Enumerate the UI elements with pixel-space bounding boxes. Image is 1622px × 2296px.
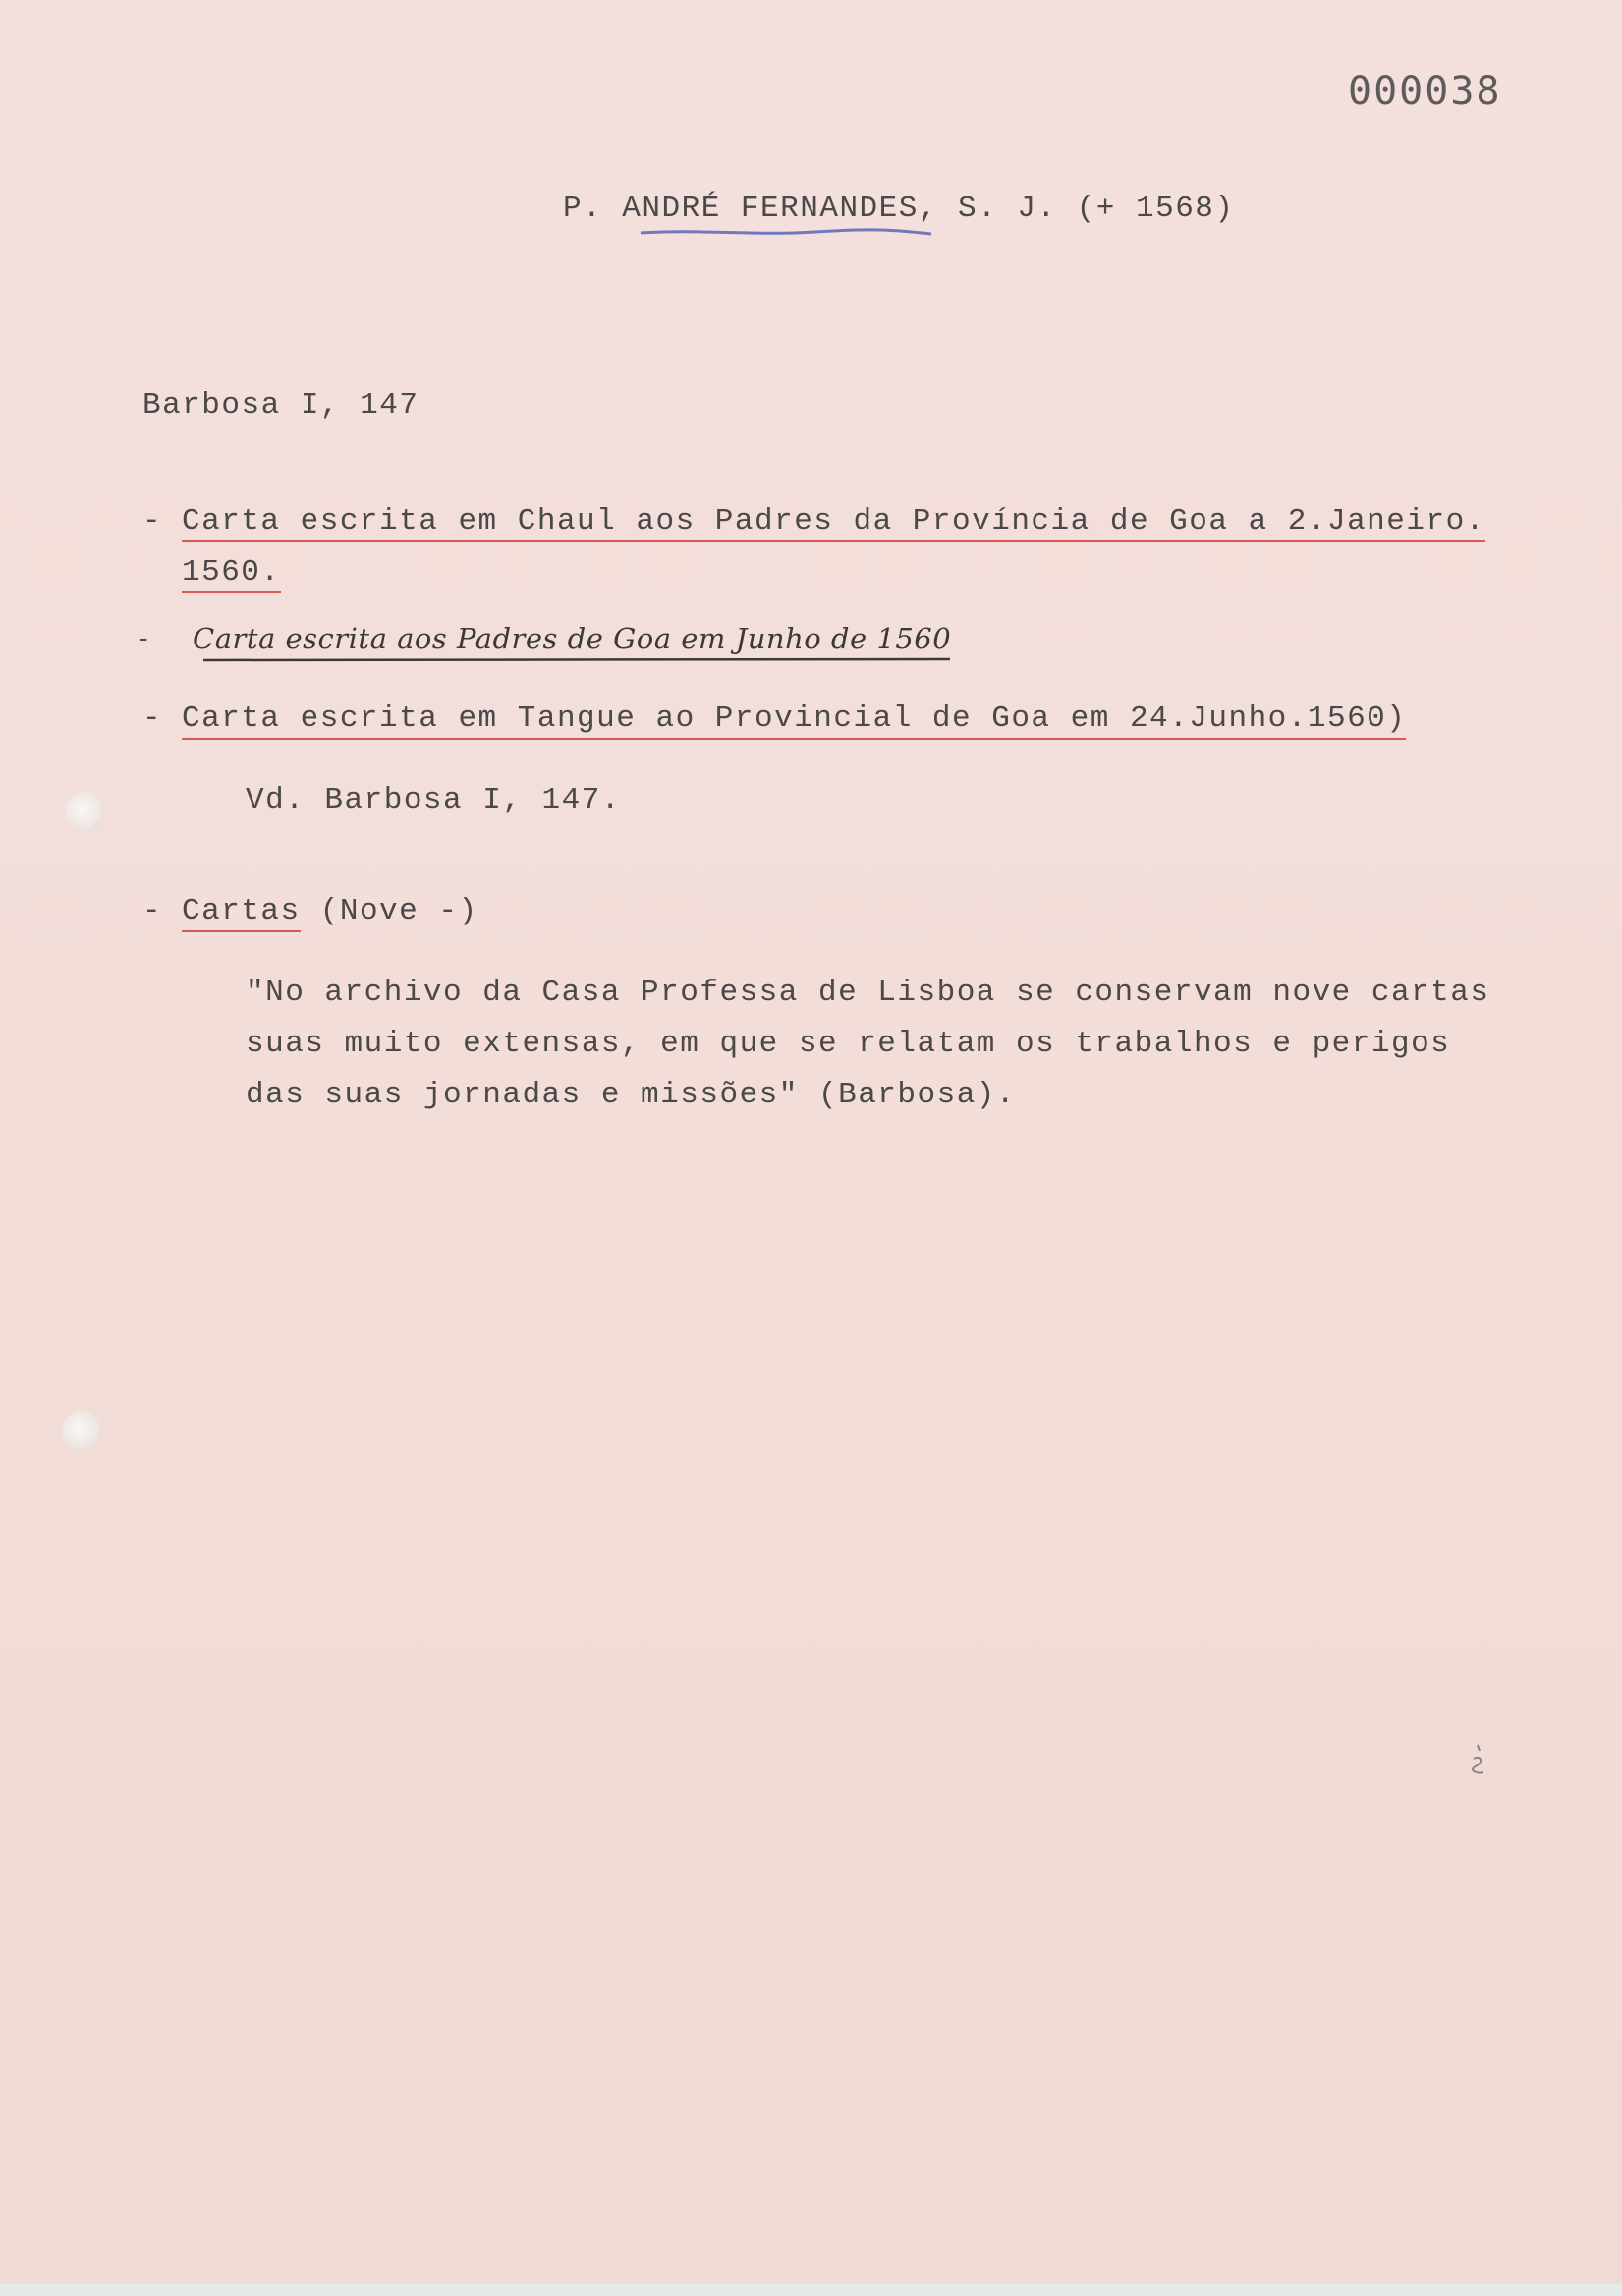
title-text: P. ANDRÉ FERNANDES, S. J. (+ 1568)	[563, 192, 1235, 226]
quote-line: suas muito extensas, em que se relatam os trabalhos e perigos	[246, 1027, 1451, 1061]
entry-tangue-text: Carta escrita em Tangue ao Provincial de Goa em 24.Junho.1560)	[182, 701, 1406, 740]
entry-tangue-letter	[182, 700, 1406, 739]
cross-reference-note: Vd. Barbosa I, 147.	[246, 783, 621, 817]
quote-line: das suas jornadas e missões" (Barbosa).	[246, 1078, 1017, 1112]
entry-chaul-year-text: 1560.	[182, 555, 281, 593]
entry-dash: -	[142, 701, 163, 736]
quote-line: "No archivo da Casa Professa de Lisboa se conservam nove cartas	[246, 976, 1490, 1010]
title-blue-underline	[639, 227, 933, 239]
entry-cartas	[182, 892, 478, 931]
entry-cartas-label: Cartas	[182, 894, 301, 932]
archive-stamp-number: 000038	[1348, 69, 1502, 114]
entry-dash: -	[142, 504, 163, 538]
entry-chaul-text: Carta escrita em Chaul aos Padres da Província de Goa a 2.Janeiro.	[182, 504, 1485, 542]
entry-chaul-letter	[182, 502, 1485, 541]
punch-hole	[65, 792, 104, 831]
scan-bottom-edge	[0, 2284, 1622, 2296]
entry-dash: -	[136, 625, 153, 654]
handwritten-underline	[201, 655, 953, 665]
entry-dash: -	[142, 894, 163, 928]
entry-cartas-rest: (Nove -)	[319, 894, 478, 928]
reference-line: Barbosa I, 147	[142, 388, 419, 422]
document-title	[563, 190, 1235, 229]
handwritten-entry: Carta escrita aos Padres de Goa em Junho de 1560	[193, 622, 952, 655]
entry-chaul-year	[182, 553, 281, 592]
pencil-mark	[1464, 1741, 1493, 1780]
punch-hole	[62, 1411, 101, 1450]
